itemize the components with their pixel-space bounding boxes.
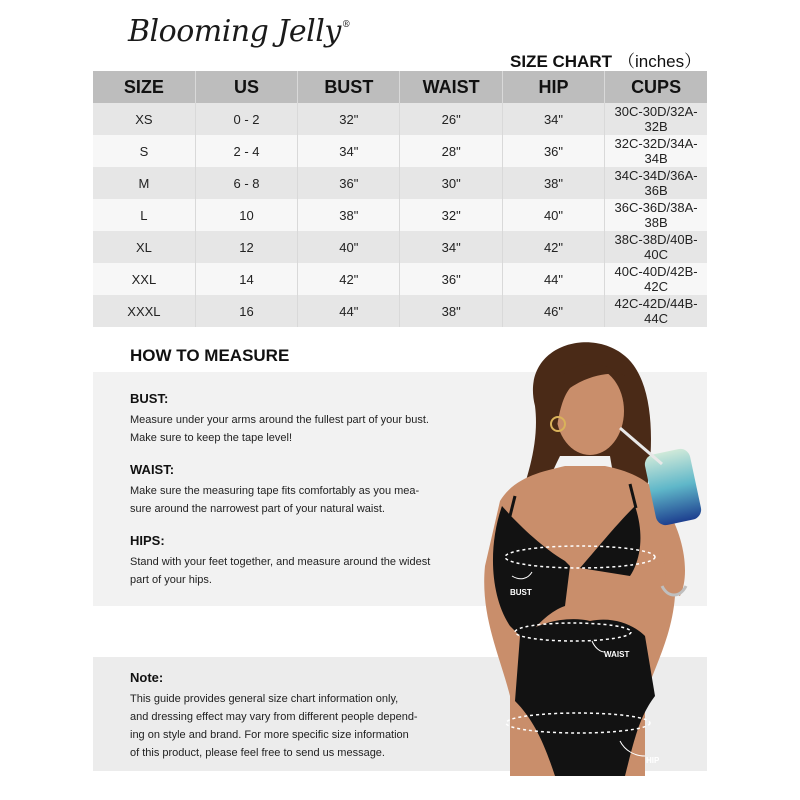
cell-size: M bbox=[93, 167, 195, 199]
note-label: Note: bbox=[130, 670, 164, 685]
model-waist-label: WAIST bbox=[604, 650, 630, 659]
cell-us: 16 bbox=[195, 295, 297, 327]
cell-waist: 28" bbox=[400, 135, 502, 167]
bust-instructions bbox=[130, 391, 450, 447]
note-text bbox=[130, 690, 450, 762]
table-row bbox=[93, 199, 707, 231]
cell-size: XXL bbox=[93, 263, 195, 295]
bust-label: BUST: bbox=[130, 391, 169, 406]
note-line: ing on style and brand. For more specific size information bbox=[130, 729, 409, 741]
cell-us: 0 - 2 bbox=[195, 103, 297, 135]
bust-line: Make sure to keep the tape level! bbox=[130, 432, 293, 444]
table-row bbox=[93, 263, 707, 295]
cell-size: XL bbox=[93, 231, 195, 263]
cell-cups: 40C-40D/42B-42C bbox=[605, 263, 707, 295]
cell-hip: 34" bbox=[502, 103, 604, 135]
table-row bbox=[93, 103, 707, 135]
cell-us: 6 - 8 bbox=[195, 167, 297, 199]
cell-us: 10 bbox=[195, 199, 297, 231]
cell-cups: 30C-30D/32A-32B bbox=[605, 103, 707, 135]
cell-cups: 34C-34D/36A-36B bbox=[605, 167, 707, 199]
hips-instructions bbox=[130, 533, 450, 589]
size-chart-title bbox=[510, 47, 701, 72]
cell-us: 14 bbox=[195, 263, 297, 295]
cell-cups: 42C-42D/44B-44C bbox=[605, 295, 707, 327]
cell-us: 12 bbox=[195, 231, 297, 263]
header-hip: HIP bbox=[502, 71, 604, 103]
waist-line: sure around the narrowest part of your natural waist. bbox=[130, 503, 385, 515]
table-header-row bbox=[93, 71, 707, 103]
hips-text bbox=[130, 553, 450, 589]
cell-hip: 42" bbox=[502, 231, 604, 263]
cell-cups: 32C-32D/34A-34B bbox=[605, 135, 707, 167]
table-row bbox=[93, 135, 707, 167]
model-hip-label: HIP bbox=[646, 756, 660, 765]
cell-hip: 38" bbox=[502, 167, 604, 199]
table-row bbox=[93, 167, 707, 199]
cell-size: XXXL bbox=[93, 295, 195, 327]
cell-bust: 42" bbox=[298, 263, 400, 295]
cell-bust: 44" bbox=[298, 295, 400, 327]
cell-size: XS bbox=[93, 103, 195, 135]
cell-waist: 36" bbox=[400, 263, 502, 295]
header-waist: WAIST bbox=[400, 71, 502, 103]
size-chart-title-text: SIZE CHART bbox=[510, 52, 612, 71]
model-photo bbox=[440, 336, 740, 800]
cell-waist: 30" bbox=[400, 167, 502, 199]
table-row bbox=[93, 231, 707, 263]
cell-bust: 38" bbox=[298, 199, 400, 231]
note-line: of this product, please feel free to send us message. bbox=[130, 747, 385, 759]
brand-name: Blooming Jelly bbox=[128, 14, 341, 49]
registered-mark: ® bbox=[341, 20, 351, 30]
hips-line: Stand with your feet together, and measure around the widest bbox=[130, 556, 431, 568]
cell-waist: 26" bbox=[400, 103, 502, 135]
table-row bbox=[93, 295, 707, 327]
cell-bust: 32" bbox=[298, 103, 400, 135]
cell-size: L bbox=[93, 199, 195, 231]
bust-text bbox=[130, 411, 450, 447]
cell-hip: 40" bbox=[502, 199, 604, 231]
cell-us: 2 - 4 bbox=[195, 135, 297, 167]
waist-label: WAIST: bbox=[130, 462, 175, 477]
header-us: US bbox=[195, 71, 297, 103]
header-cups: CUPS bbox=[605, 71, 707, 103]
size-chart-unit: （inches） bbox=[618, 52, 702, 71]
model-bust-label: BUST bbox=[510, 588, 532, 597]
hips-line: part of your hips. bbox=[130, 574, 212, 586]
cell-cups: 38C-38D/40B-40C bbox=[605, 231, 707, 263]
note-block bbox=[130, 670, 450, 762]
cell-size: S bbox=[93, 135, 195, 167]
cell-hip: 46" bbox=[502, 295, 604, 327]
size-chart-table bbox=[93, 71, 707, 327]
header-bust: BUST bbox=[298, 71, 400, 103]
hips-label: HIPS: bbox=[130, 533, 165, 548]
note-line: This guide provides general size chart information only, bbox=[130, 693, 399, 705]
cell-waist: 34" bbox=[400, 231, 502, 263]
brand-logo bbox=[128, 14, 350, 49]
cell-waist: 32" bbox=[400, 199, 502, 231]
cell-bust: 36" bbox=[298, 167, 400, 199]
cell-cups: 36C-36D/38A-38B bbox=[605, 199, 707, 231]
cell-hip: 44" bbox=[502, 263, 604, 295]
cell-bust: 34" bbox=[298, 135, 400, 167]
cell-bust: 40" bbox=[298, 231, 400, 263]
how-to-measure-heading: HOW TO MEASURE bbox=[130, 346, 290, 365]
header-size: SIZE bbox=[93, 71, 195, 103]
note-line: and dressing effect may vary from different people depend- bbox=[130, 711, 418, 723]
bust-line: Measure under your arms around the fullest part of your bust. bbox=[130, 414, 429, 426]
waist-text bbox=[130, 482, 450, 518]
cell-hip: 36" bbox=[502, 135, 604, 167]
cell-waist: 38" bbox=[400, 295, 502, 327]
waist-line: Make sure the measuring tape fits comfortably as you mea- bbox=[130, 485, 420, 497]
waist-instructions bbox=[130, 462, 450, 518]
